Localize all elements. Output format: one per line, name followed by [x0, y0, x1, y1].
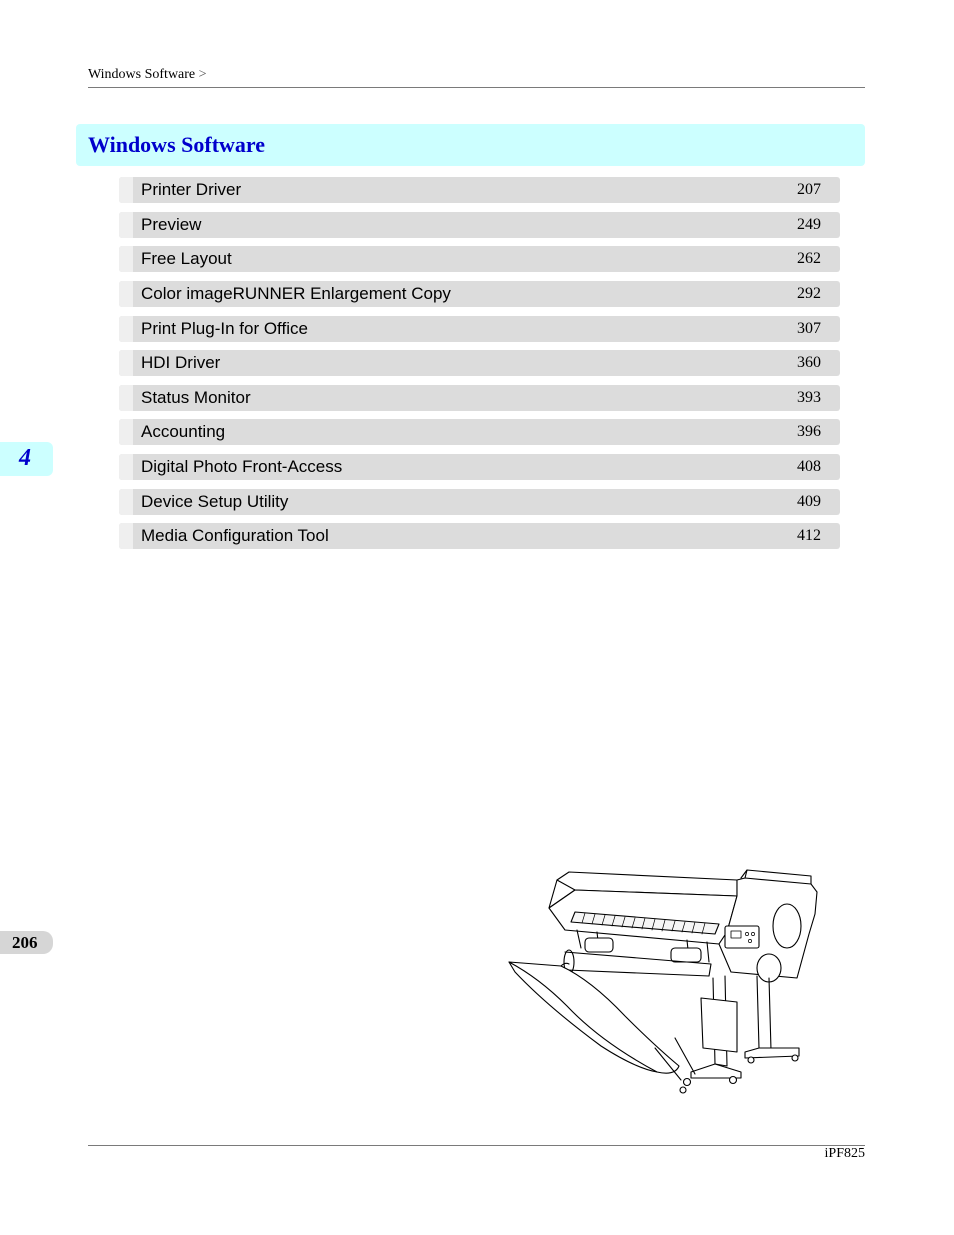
footer-model-name: iPF825 [824, 1146, 865, 1161]
toc-item-label: Status Monitor [141, 387, 251, 407]
toc-item-label: HDI Driver [141, 353, 221, 373]
toc-item-label: Digital Photo Front-Access [141, 457, 343, 477]
toc-item-page: 262 [797, 250, 821, 268]
toc-item-label: Color imageRUNNER Enlargement Copy [141, 283, 451, 303]
breadcrumb [88, 67, 207, 83]
toc-item-label: Preview [141, 214, 202, 234]
toc-item-status-monitor[interactable] [119, 385, 840, 411]
toc-item-hdi-driver[interactable] [119, 350, 840, 376]
toc-item-label: Free Layout [141, 249, 232, 269]
toc-item-digital-photo[interactable] [119, 454, 840, 480]
toc-item-page: 412 [797, 527, 821, 545]
toc-item-page: 207 [797, 181, 821, 198]
toc-item-label: Printer Driver [141, 180, 242, 199]
toc-item-page: 292 [797, 284, 821, 302]
toc-item-media-configuration[interactable] [119, 523, 840, 549]
breadcrumb-item[interactable]: Windows Software [88, 67, 196, 82]
toc-item-page: 307 [797, 319, 821, 337]
toc-item-print-plug-in[interactable] [119, 316, 840, 342]
large-format-printer-illustration [505, 868, 825, 1096]
toc-item-label: Device Setup Utility [141, 491, 289, 511]
toc-item-page: 408 [797, 458, 821, 476]
toc-item-page: 393 [797, 388, 821, 406]
breadcrumb-separator: > [198, 67, 207, 82]
chapter-tab [0, 442, 53, 476]
toc-item-color-imagerunner[interactable] [119, 281, 840, 307]
toc-item-accounting[interactable] [119, 419, 840, 445]
chapter-number: 4 [19, 445, 31, 471]
toc-item-free-layout[interactable] [119, 246, 840, 272]
footer-rule [88, 1145, 865, 1146]
toc-list [119, 177, 840, 558]
toc-item-label: Print Plug-In for Office [141, 318, 308, 338]
toc-item-page: 249 [797, 215, 821, 233]
header-rule [88, 87, 865, 88]
toc-item-device-setup[interactable] [119, 489, 840, 515]
toc-item-label: Media Configuration Tool [141, 526, 329, 546]
page-number: 206 [12, 933, 38, 952]
section-header [76, 124, 865, 166]
toc-item-page: 409 [797, 492, 821, 510]
toc-item-printer-driver[interactable] [119, 177, 840, 203]
toc-item-preview[interactable] [119, 212, 840, 238]
section-title[interactable]: Windows Software [88, 132, 266, 157]
toc-item-label: Accounting [141, 422, 226, 442]
page-number-tab [0, 931, 53, 954]
toc-item-page: 396 [797, 423, 821, 441]
toc-item-page: 360 [797, 354, 821, 372]
